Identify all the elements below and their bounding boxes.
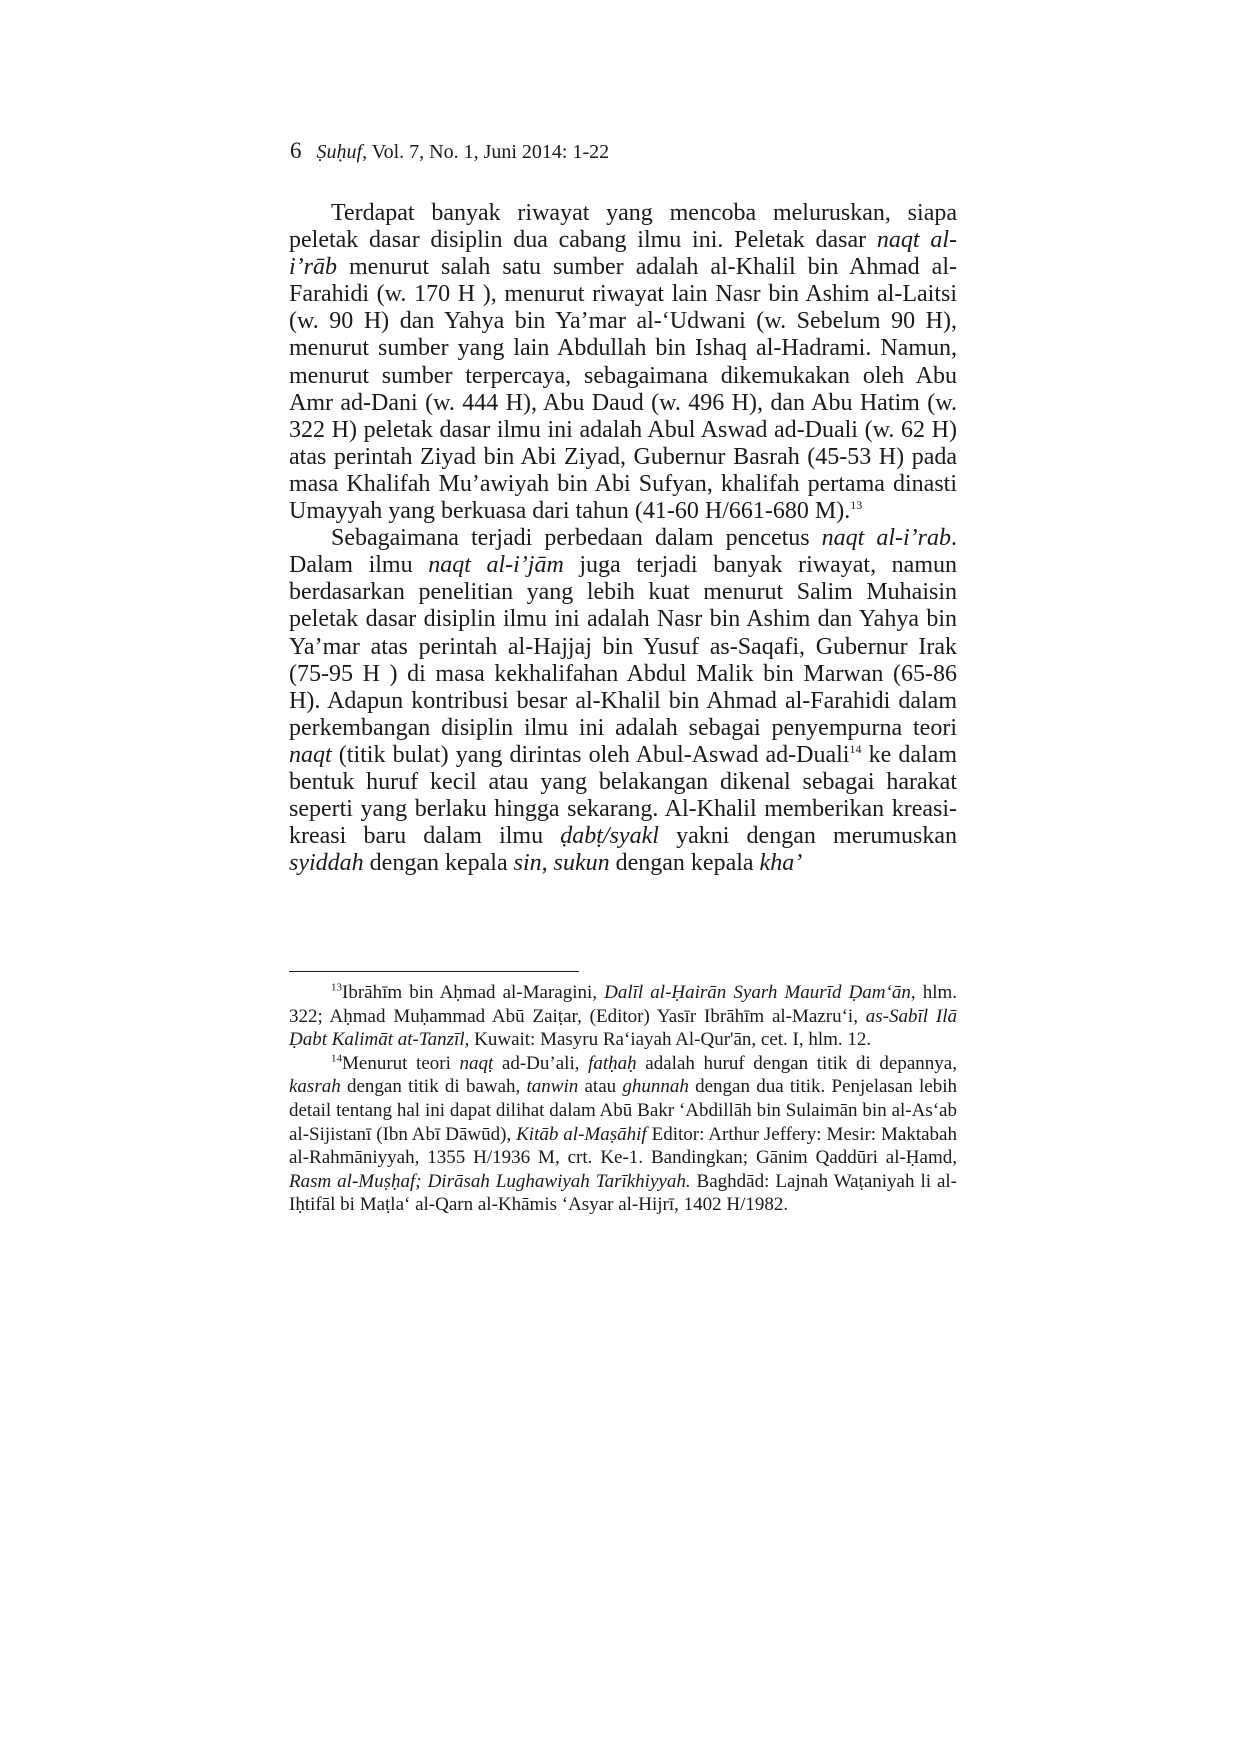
footnote-13 xyxy=(289,981,957,1052)
text: atau xyxy=(578,1076,623,1098)
text: yakni dengan merumuskan xyxy=(658,823,957,850)
footnote-number: 14 xyxy=(331,1052,342,1065)
text: juga terjadi banyak riwayat, namun berdasarkan penelitian yang lebih kuat menurut Salim Muhaisin peletak dasar disiplin ilmu ini adalah Nasr bin Ashim dan Yahya bin Ya’mar atas perintah al-Hajjaj bin Yusuf as-Saqafi, Gubernur Irak (75-95 H ) di masa kekhalifahan Abdul Malik bin Marwan (65-86 H). Adapun kontribusi besar al-Khalil bin Ahmad al-Farahidi dalam perkembangan disiplin ilmu ini adalah sebagai penyempurna teori xyxy=(289,552,957,741)
italic-term: ghunnah xyxy=(622,1076,689,1098)
text: Kuwait: Masyru Ra‘iayah Al-Qur'ān, cet. I, hlm. 12. xyxy=(469,1029,872,1051)
text: . Dalam ilmu xyxy=(289,525,958,579)
running-header xyxy=(290,139,609,164)
italic-title: as-Sabīl Ilā Ḍabt Kalimāt at-Tanzīl, xyxy=(289,1005,957,1051)
text: Sebagaimana terjadi perbedaan dalam pencetus xyxy=(331,525,822,552)
italic-title: Rasm al-Muṣḥaf; Dirāsah Lughawiyah Tarīkhiyyah. xyxy=(289,1170,691,1192)
text: dengan kepala xyxy=(609,850,760,877)
text: ad-Du’ali, xyxy=(493,1052,589,1074)
italic-term: tanwin xyxy=(526,1076,579,1098)
footnotes xyxy=(289,981,957,1217)
italic-title: Dalīl al-Ḥairān Syarh Maurīd Ḍam‘ān xyxy=(604,982,911,1003)
text: Terdapat banyak riwayat yang mencoba meluruskan, siapa peletak dasar disiplin dua cabang ilmu ini. Peletak dasar xyxy=(289,200,957,254)
text: dengan titik di bawah, xyxy=(340,1076,527,1098)
text: menurut salah satu sumber adalah al-Khalil bin Ahmad al-Farahidi (w. 170 H ), menurut riwayat lain Nasr bin Ashim al-Laitsi (w. 90 H) dan Yahya bin Ya’mar al-‘Udwani (w. Sebelum 90 H), menurut sumber yang lain Abdullah bin Ishaq al-Hadrami. Namun, menurut sumber terpercaya, sebagaimana dikemukakan oleh Abu Amr ad-Dani (w. 444 H), Abu Daud (w. 496 H), dan Abu Hatim (w. 322 H) peletak dasar ilmu ini adalah Abul Aswad ad-Duali (w. 62 H) atas perintah Ziyad bin Abi Ziyad, Gubernur Basrah (45-53 H) pada masa Khalifah Mu’awiyah bin Abi Sufyan, khalifah pertama dinasti Umayyah yang berkuasa dari tahun (41-60 H/661-680 M). xyxy=(289,254,957,525)
body-text xyxy=(289,200,957,877)
italic-term: kasrah xyxy=(289,1076,341,1098)
text: Ibrāhīm bin Aḥmad al-Maragini, xyxy=(342,982,605,1003)
italic-term: naqt xyxy=(289,741,332,768)
italic-term: naqṭ xyxy=(459,1052,494,1074)
italic-term: fatḥaḥ xyxy=(588,1052,637,1074)
italic-term: naqt al-i’jām xyxy=(428,552,564,579)
text: dengan dua titik. Penjelasan lebih detail tentang hal ini dapat dilihat dalam Abū Bakr ‘Abdillāh bin Sulaimān bin al-As‘ab al-Sijistanī (Ibn Abī Dāwūd), xyxy=(289,1076,957,1145)
footnote-number: 13 xyxy=(331,981,342,994)
text: (titik bulat) yang dirintas oleh Abul-Aswad ad-Duali xyxy=(331,741,850,768)
text: dengan kepala xyxy=(363,850,514,877)
text: Editor: Arthur Jeffery: Mesir: Maktabah al-Rahmāniyyah, 1355 H/1936 M, crt. Ke-1. Bandingkan; Gānim Qaddūri al-Ḥamd, xyxy=(289,1123,957,1169)
italic-term: syiddah xyxy=(289,850,364,877)
italic-title: Kitāb al-Maṣāhif xyxy=(516,1123,647,1145)
footnote-ref-13[interactable]: 13 xyxy=(850,498,863,513)
text: adalah huruf dengan titik di depannya, xyxy=(636,1052,957,1074)
italic-term: sin, sukun xyxy=(513,850,610,877)
footnote-ref-14[interactable]: 14 xyxy=(849,741,862,756)
footnote-divider xyxy=(289,971,579,972)
italic-term: kha’ xyxy=(759,850,803,877)
italic-term: naqt al-i’rab xyxy=(821,525,952,552)
paragraph-1 xyxy=(289,200,957,525)
paragraph-2 xyxy=(289,525,957,877)
text: ke dalam bentuk huruf kecil atau yang belakangan dikenal sebagai harakat seperti yang berlaku hingga sekarang. Al-Khalil memberikan kreasi-kreasi baru dalam ilmu xyxy=(289,741,957,850)
text: Menurut teori xyxy=(342,1052,460,1074)
journal-name: Ṣuḥuf xyxy=(316,141,363,163)
page-number: 6 xyxy=(290,138,302,163)
text: , hlm. 322; Aḥmad Muḥammad Abū Zaiṭar, (Editor) Yasīr Ibrāhīm al-Mazru‘i, xyxy=(289,982,957,1027)
footnote-14 xyxy=(289,1052,957,1217)
text: Baghdād: Lajnah Waṭaniyah li al-Iḥtifāl bi Maṭla‘ al-Qarn al-Khāmis ‘Asyar al-Hijrī, 1402 H/1982. xyxy=(289,1170,958,1216)
italic-term: ḍabṭ/syakl xyxy=(560,823,659,850)
italic-term: naqt al-i’rāb xyxy=(289,227,957,281)
journal-citation: , Vol. 7, No. 1, Juni 2014: 1-22 xyxy=(362,141,610,163)
